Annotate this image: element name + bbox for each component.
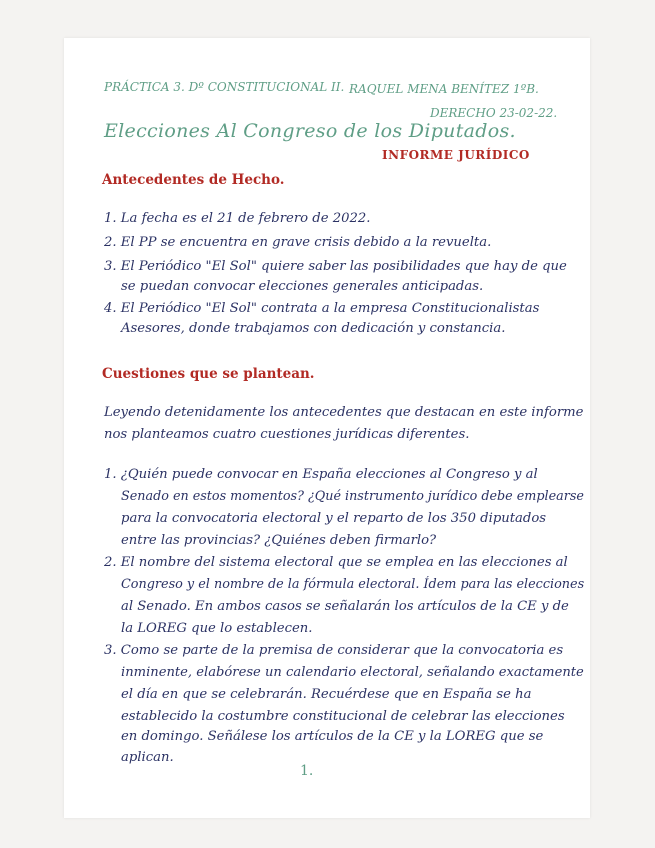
question-line: Congreso y el nombre de la fórmula electoral. Ídem para las elecciones (121, 577, 585, 592)
practice-label: PRÁCTICA 3. Dº CONSTITUCIONAL II. (104, 80, 345, 94)
question-line: en domingo. Señálese los artículos de la CE y la LOREG que se (121, 729, 544, 744)
author-name: RAQUEL MENA BENÍTEZ 1ºB. (349, 82, 539, 96)
question-line: 1. ¿Quién puede convocar en España elecciones al Congreso y al (104, 467, 538, 482)
intro-line: nos planteamos cuatro cuestiones jurídicas diferentes. (104, 427, 470, 442)
antecedente-line: 3. El Periódico "El Sol" quiere saber las posibilidades que hay de que (104, 259, 567, 274)
question-line: aplican. (121, 750, 174, 765)
antecedente-line: 4. El Periódico "El Sol" contrata a la empresa Constitucionalistas (104, 301, 540, 316)
document-title: Elecciones Al Congreso de los Diputados. (104, 120, 516, 142)
antecedentes-heading: Antecedentes de Hecho. (102, 172, 285, 188)
question-line: establecido la costumbre constitucional de celebrar las elecciones (121, 709, 565, 724)
question-line: para la convocatoria electoral y el reparto de los 350 diputados (121, 511, 547, 526)
question-line: entre las provincias? ¿Quiénes deben firmarlo? (121, 533, 437, 548)
question-line: inminente, elabórese un calendario electoral, señalando exactamente (121, 665, 584, 680)
question-line: al Senado. En ambos casos se señalarán los artículos de la CE y de (121, 599, 569, 614)
question-line: la LOREG que lo establecen. (121, 621, 313, 636)
antecedente-line: se puedan convocar elecciones generales anticipadas. (121, 279, 484, 294)
intro-line: Leyendo detenidamente los antecedentes que destacan en este informe (104, 405, 584, 420)
report-type: INFORME JURÍDICO (382, 148, 530, 162)
question-line: 2. El nombre del sistema electoral que se emplea en las elecciones al (104, 555, 568, 570)
course-date: DERECHO 23-02-22. (430, 106, 558, 120)
question-line: Senado en estos momentos? ¿Qué instrumento jurídico debe emplearse (121, 489, 584, 504)
question-line: 3. Como se parte de la premisa de considerar que la convocatoria es (104, 643, 564, 658)
antecedente-line: 2. El PP se encuentra en grave crisis debido a la revuelta. (104, 235, 492, 250)
page-number: 1. (300, 763, 314, 779)
antecedente-line: Asesores, donde trabajamos con dedicación y constancia. (121, 321, 506, 336)
question-line: el día en que se celebrarán. Recuérdese que en España se ha (121, 687, 532, 702)
cuestiones-heading: Cuestiones que se plantean. (102, 366, 315, 382)
antecedente-line: 1. La fecha es el 21 de febrero de 2022. (104, 211, 371, 226)
